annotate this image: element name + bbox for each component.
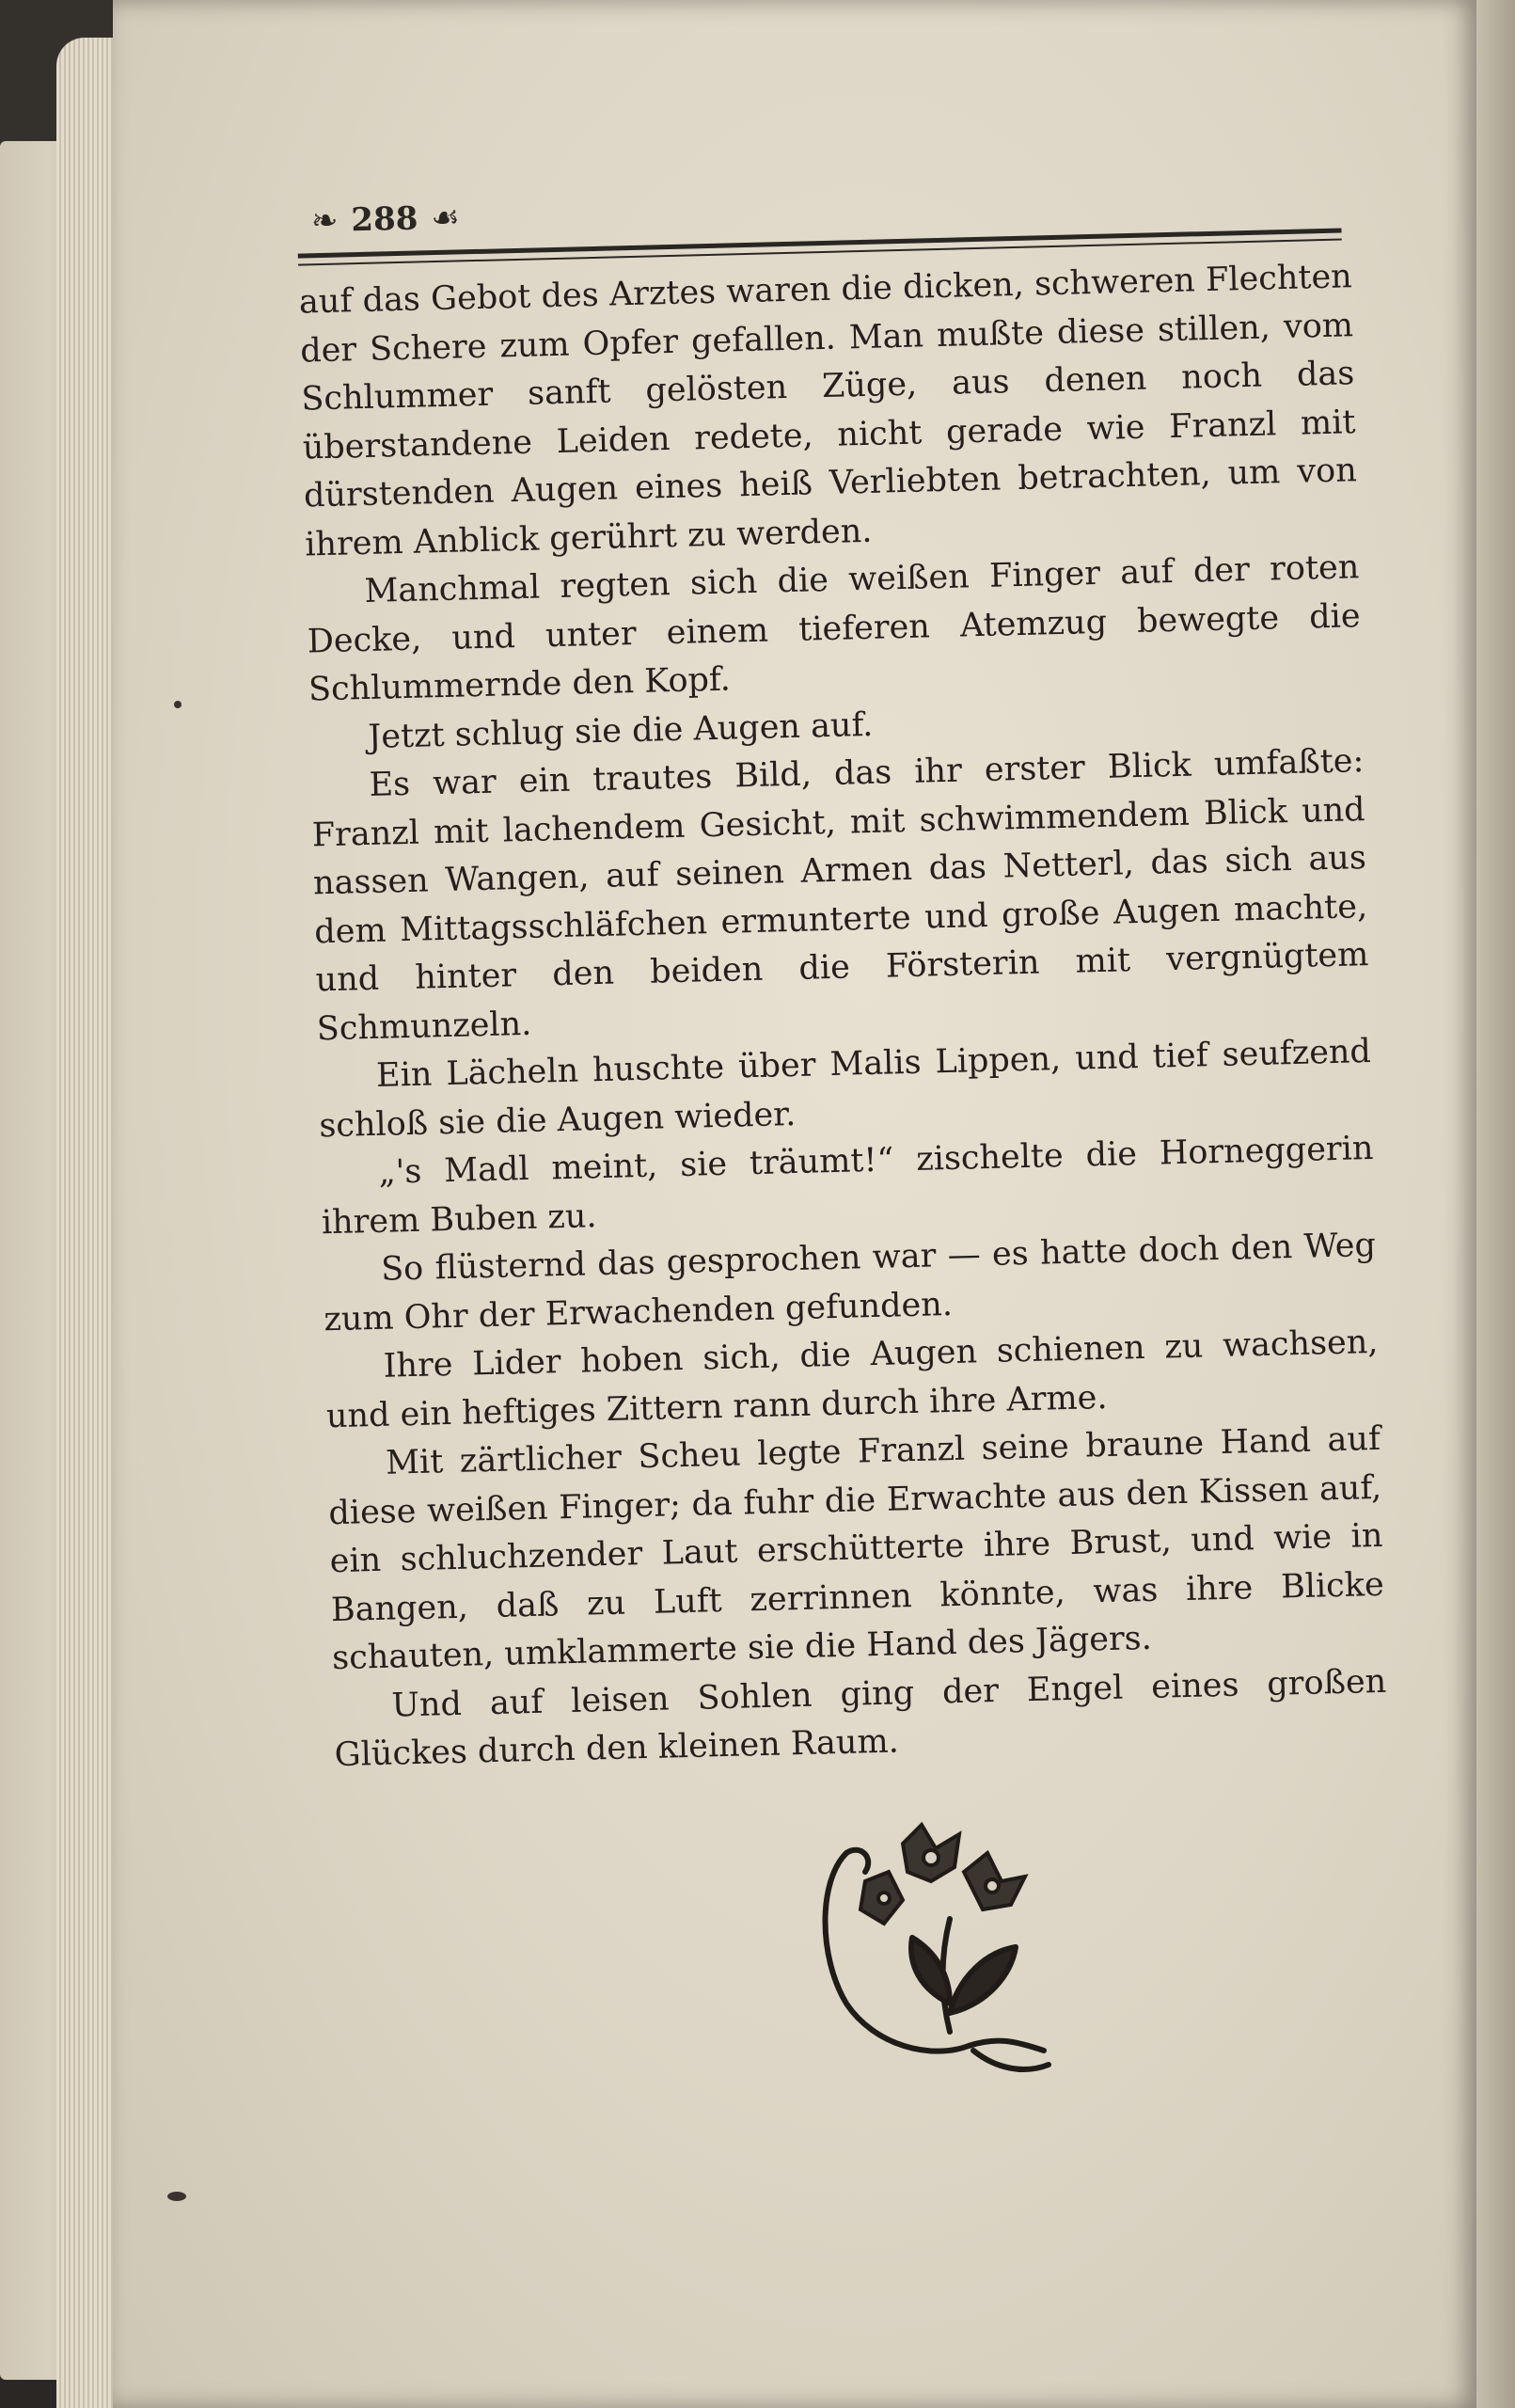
- page-content: [292, 164, 1515, 1781]
- paragraph: Und auf leisen Sohlen ging der Engel eines großen Glückes durch den kleinen Raum.: [334, 1662, 1387, 1775]
- paragraph: So flüsternd das gesprochen war — es hatte doch den Weg zum Ohr der Erwachenden gefunden.: [323, 1226, 1377, 1339]
- ink-speck: [174, 701, 181, 708]
- ink-speck: [167, 2192, 186, 2201]
- ornament-left-icon: ❧: [310, 201, 339, 241]
- paragraph: „'s Madl meint, sie träumt!“ zischelte die Horneggerin ihrem Buben zu.: [321, 1129, 1374, 1242]
- flower-vignette-icon: [809, 1815, 1072, 2088]
- paragraph: Mit zärtlicher Scheu legte Franzl seine braune Hand auf diese weißen Finger; da fuhr die Erwachte aus den Kissen auf, ein schluchzender Laut erschütterte ihre Brust, und wie in Bangen, daß zu Luft zerrinnen könnte, was ihre Blicke schauten, umklammerte sie die Hand des Jägers.: [327, 1419, 1385, 1678]
- paragraph: Jetzt schlug sie die Augen auf.: [367, 705, 874, 756]
- page-number: 288: [350, 199, 418, 240]
- paragraph: auf das Gebot des Arztes waren die dicken, schweren Flechten der Schere zum Opfer gefallen. Man mußte diese stillen, vom Schlummer sanft gelösten Züge, aus denen noch das überstandene Leiden redete, nicht gerade wie Franzl mit dürstenden Augen eines heiß Verliebten betrachten, um von ihrem Anblick gerührt zu werden.: [298, 258, 1358, 564]
- paragraph: Ihre Lider hoben sich, die Augen schienen zu wachsen, und ein heftiges Zittern rann durch ihre Arme.: [325, 1323, 1379, 1435]
- book-page: [113, 0, 1476, 2408]
- body-text: [298, 253, 1388, 1780]
- paragraph: Manchmal regten sich die weißen Finger auf der roten Decke, und unter einem tieferen Atemzug bewegte die Schlummernde den Kopf.: [307, 548, 1361, 709]
- paragraph: Es war ein trautes Bild, das ihr erster Blick umfaßte: Franzl mit lachendem Gesicht, mit schwimmendem Blick und nassen Wangen, auf seinen Armen das Netterl, das sich aus dem Mittagsschläfchen ermunterte und große Augen machte, und hinter den beiden die Försterin mit vergnügtem Schmunzeln.: [311, 742, 1369, 1048]
- ornament-right-icon: ☙: [430, 198, 461, 238]
- paragraph: Ein Lächeln huschte über Malis Lippen, und tief seufzend schloß sie die Augen wieder.: [318, 1032, 1372, 1145]
